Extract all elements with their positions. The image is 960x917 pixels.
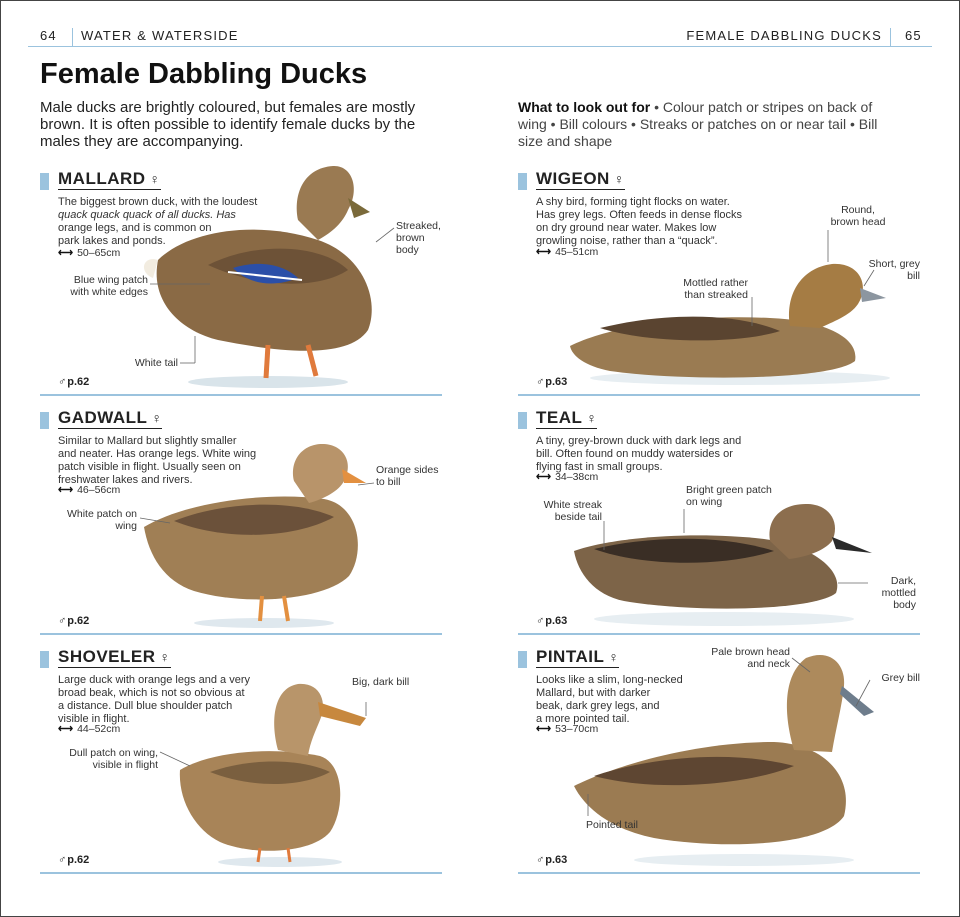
species-panel-pintail <box>518 644 920 874</box>
species-size: ⟷ 53–70cm <box>536 723 599 735</box>
species-panel-teal <box>518 405 920 635</box>
wigeon-illustration <box>570 256 900 386</box>
female-symbol: ♀ <box>608 649 620 665</box>
label-dark-mottled-body: Dark, mottled body <box>881 575 916 611</box>
male-page-reference: ♂p.62 <box>58 615 90 627</box>
look-out-heading: What to look out for <box>518 99 651 115</box>
female-symbol: ♀ <box>586 410 598 426</box>
species-panel-mallard <box>40 166 442 396</box>
label-white-patch-on-wing: White patch on wing <box>66 508 137 532</box>
left-section-title: WATER & WATERSIDE <box>81 28 239 43</box>
label-short-grey-bill: Short, grey bill <box>868 258 920 282</box>
label-grey-bill: Grey bill <box>881 672 920 684</box>
label-dull-patch-on-wing: Dull patch on wing, visible in flight <box>69 747 158 771</box>
panel-tab <box>518 173 527 190</box>
label-big-dark-bill: Big, dark bill <box>352 676 410 688</box>
page-title: Female Dabbling Ducks <box>40 58 368 90</box>
label-pale-brown-head: Pale brown head and neck <box>711 646 790 670</box>
label-blue-wing-patch: Blue wing patch with white edges <box>70 274 148 298</box>
header-separator <box>72 28 73 46</box>
species-description: Large duck with orange legs and a very broad beak, which is not so obvious at a distance. Dull blue shoulder patch visible in flight. <box>58 674 251 725</box>
label-white-streak: White streak beside tail <box>543 499 602 523</box>
header-separator <box>890 28 891 46</box>
species-size: ⟷ 45–51cm <box>536 246 599 258</box>
label-mottled: Mottled rather than streaked <box>683 277 748 301</box>
species-name: MALLARD ♀ <box>58 169 161 188</box>
panel-tab <box>40 651 49 668</box>
header-rule <box>28 46 932 47</box>
label-bright-green-patch: Bright green patch on wing <box>686 484 772 508</box>
species-name: SHOVELER ♀ <box>58 647 171 666</box>
species-description: Looks like a slim, long-necked Mallard, but with darker beak, dark grey legs, and a more pointed tail. <box>536 674 683 725</box>
female-symbol: ♀ <box>151 410 163 426</box>
male-page-reference: ♂p.63 <box>536 615 568 627</box>
label-orange-sides-to-bill: Orange sides to bill <box>376 464 439 488</box>
look-out-items: • Colour patch or stripes on back of wing • Bill colours • Streaks or patches on or near tail • Bill size and shape <box>518 99 878 149</box>
species-name: PINTAIL ♀ <box>536 647 620 666</box>
species-name: TEAL ♀ <box>536 408 598 427</box>
size-arrow-icon: ⟷ <box>536 246 552 258</box>
size-arrow-icon: ⟷ <box>536 471 552 483</box>
species-description: Similar to Mallard but slightly smaller and neater. Has orange legs. White wing patch visible in flight. Usually seen on freshwater lakes and rivers. <box>58 435 257 486</box>
species-description: The biggest brown duck, with the loudest quack quack quack of all ducks. Has orange legs, and is common on park lakes and ponds. <box>58 196 258 247</box>
species-size: ⟷ 44–52cm <box>58 723 121 735</box>
size-arrow-icon: ⟷ <box>536 723 552 735</box>
species-size: ⟷ 34–38cm <box>536 471 599 483</box>
species-size: ⟷ 46–56cm <box>58 484 121 496</box>
size-arrow-icon: ⟷ <box>58 247 74 259</box>
species-panel-gadwall <box>40 405 442 635</box>
gadwall-illustration <box>144 441 370 629</box>
male-page-reference: ♂p.63 <box>536 376 568 388</box>
right-page-number: 65 <box>905 28 922 43</box>
panel-tab <box>518 412 527 429</box>
panel-tab <box>518 651 527 668</box>
species-panel-wigeon <box>518 166 920 396</box>
species-description: A tiny, grey-brown duck with dark legs and bill. Often found on muddy watersides or flying fast in small groups. <box>536 435 742 473</box>
panel-tab <box>40 173 49 190</box>
panel-tab <box>40 412 49 429</box>
label-streaked-brown-body: Streaked, brown body <box>396 220 441 256</box>
female-symbol: ♀ <box>159 649 171 665</box>
species-name: GADWALL ♀ <box>58 408 163 427</box>
intro-text: Male ducks are brightly coloured, but females are mostly brown. It is often possible to identify female ducks by the males they are accompanying. <box>40 99 416 150</box>
teal-illustration <box>574 501 878 629</box>
female-symbol: ♀ <box>149 171 161 187</box>
label-white-tail: White tail <box>134 357 178 369</box>
left-page-number: 64 <box>40 28 57 43</box>
female-symbol: ♀ <box>613 171 625 187</box>
species-description: A shy bird, forming tight flocks on water. Has grey legs. Often feeds in dense flocks on dry ground near water. Makes low growling noise, rather than a “quack”. <box>536 196 743 247</box>
male-page-reference: ♂p.62 <box>58 376 90 388</box>
look-out-box <box>518 99 898 150</box>
mallard-illustration <box>148 160 383 390</box>
shoveler-illustration <box>170 680 370 868</box>
label-pointed-tail: Pointed tail <box>586 819 638 831</box>
size-arrow-icon: ⟷ <box>58 723 74 735</box>
male-page-reference: ♂p.62 <box>58 854 90 866</box>
male-page-reference: ♂p.63 <box>536 854 568 866</box>
label-round-brown-head: Round, brown head <box>830 204 886 228</box>
species-name: WIGEON ♀ <box>536 169 625 188</box>
pintail-illustration <box>574 646 884 868</box>
species-size: ⟷ 50–65cm <box>58 247 121 259</box>
right-section-title: FEMALE DABBLING DUCKS <box>686 28 882 43</box>
size-arrow-icon: ⟷ <box>58 484 74 496</box>
species-panel-shoveler <box>40 644 442 874</box>
